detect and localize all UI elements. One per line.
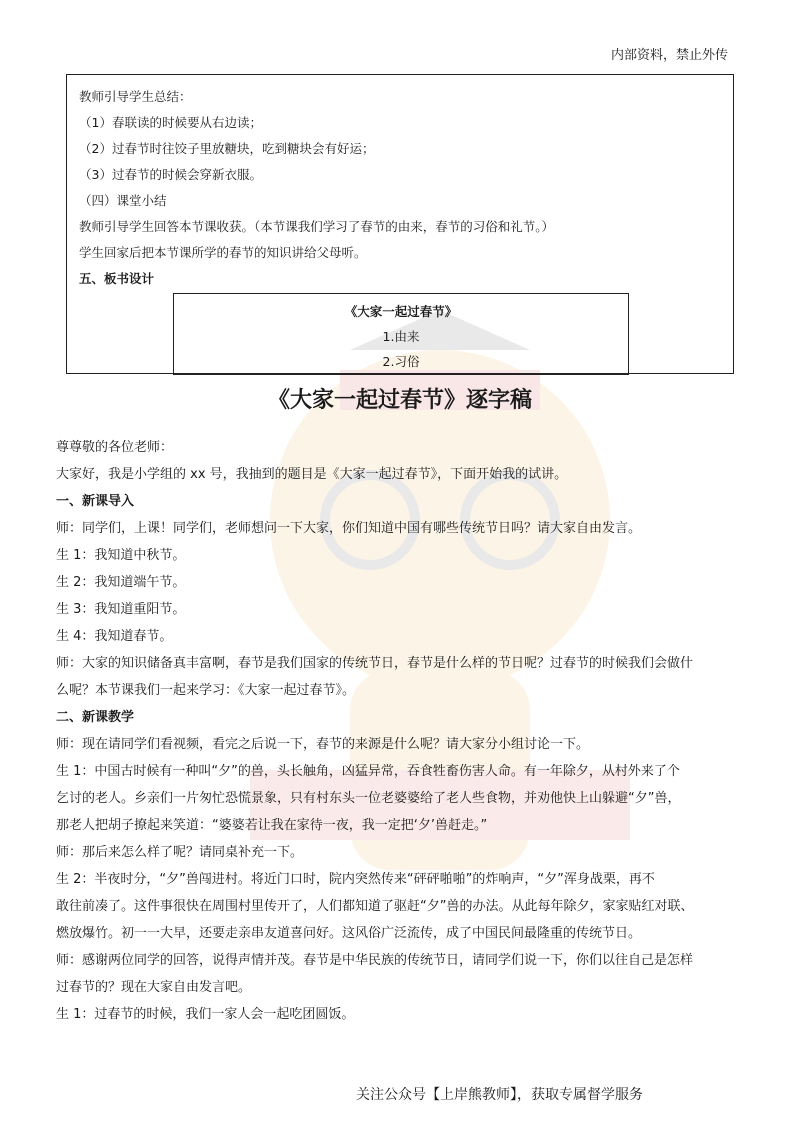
paragraph: 生 1：过春节的时候，我们一家人会一起吃团圆饭。 [56, 1007, 355, 1022]
paragraph: 师：那后来怎么样了呢？请同桌补充一下。 [56, 845, 304, 860]
paragraph: 生 3：我知道重阳节。 [56, 602, 186, 617]
paragraph: 生 2：我知道端午节。 [56, 575, 186, 590]
paragraph: 过春节的？现在大家自由发言吧。 [56, 980, 252, 995]
paragraph: 师：现在请同学们看视频，看完之后说一下，春节的来源是什么呢？请大家分小组讨论一下。 [56, 737, 590, 752]
paragraph: 生 1：中国古时候有一种叫“夕”的兽，头长触角，凶猛异常，吞食牲畜伤害人命。有一年除夕，从村外来了个 [56, 764, 680, 779]
summary-line: （四）课堂小结 [79, 193, 167, 208]
summary-line: 教师引导学生回答本节课收获。（本节课我们学习了春节的由来，春节的习俗和礼节。） [79, 219, 555, 234]
paragraph: 燃放爆竹。初一一大早，还要走亲串友道喜问好。这风俗广泛流传，成了中国民间最隆重的传统节日。 [56, 926, 642, 941]
summary-line: （2）过春节时往饺子里放糖块，吃到糖块会有好运； [79, 141, 375, 156]
paragraph: 么呢？本节课我们一起来学习：《大家一起过春节》。 [56, 683, 356, 698]
board-design-box [173, 293, 629, 375]
paragraph: 生 4：我知道春节。 [56, 629, 173, 644]
section-heading: 二、新课教学 [56, 710, 135, 725]
paragraph: 生 1：我知道中秋节。 [56, 548, 186, 563]
summary-line: （3）过春节的时候会穿新衣服。 [79, 167, 262, 182]
paragraph: 敢往前凑了。这件事很快在周围村里传开了，人们都知道了驱赶“夕”兽的办法。从此每年除夕，家家贴红对联、 [56, 899, 694, 914]
summary-line: 学生回家后把本节课所学的春节的知识讲给父母听。 [79, 245, 367, 260]
paragraph: 那老人把胡子撩起来笑道：“婆婆若让我在家待一夜，我一定把‘夕’兽赶走。” [56, 818, 488, 833]
paragraph: 师：同学们，上课！同学们，老师想问一下大家，你们知道中国有哪些传统节日吗？请大家自由发言。 [56, 521, 642, 536]
board-item: 2.习俗 [382, 354, 420, 369]
paragraph: 尊尊敬的各位老师： [56, 440, 174, 455]
paragraph: 生 2：半夜时分，“夕”兽闯进村。将近门口时，院内突然传来“砰砰啪啪”的炸响声，“夕”浑身战栗，再不 [56, 872, 655, 887]
section-heading: 一、新课导入 [56, 494, 135, 509]
page-title: 《大家一起过春节》逐字稿 [267, 388, 532, 413]
paragraph: 乞讨的老人。乡亲们一片匆忙恐慌景象，只有村东头一位老婆婆给了老人些食物，并劝他快上山躲避“夕”兽， [56, 791, 681, 806]
summary-line: 教师引导学生总结： [79, 89, 192, 104]
board-title: 《大家一起过春节》 [344, 304, 458, 319]
paragraph: 师：大家的知识储备真丰富啊，春节是我们国家的传统节日，春节是什么样的节日呢？过春节的时候我们会做什 [56, 656, 694, 671]
paragraph: 大家好，我是小学组的 xx 号，我抽到的题目是《大家一起过春节》，下面开始我的试讲。 [56, 467, 568, 482]
paragraph: 师：感谢两位同学的回答，说得声情并茂。春节是中华民族的传统节日，请同学们说一下，你们以往自己是怎样 [56, 953, 694, 968]
footer-promo: 关注公众号【上岸熊教师】，获取专属督学服务 [356, 1087, 643, 1103]
header-note: 内部资料，禁止外传 [610, 48, 728, 63]
section-heading: 五、板书设计 [79, 271, 155, 286]
summary-line: （1）春联读的时候要从右边读； [79, 115, 262, 130]
board-item: 1.由来 [382, 329, 420, 344]
lesson-summary-box [66, 74, 734, 374]
